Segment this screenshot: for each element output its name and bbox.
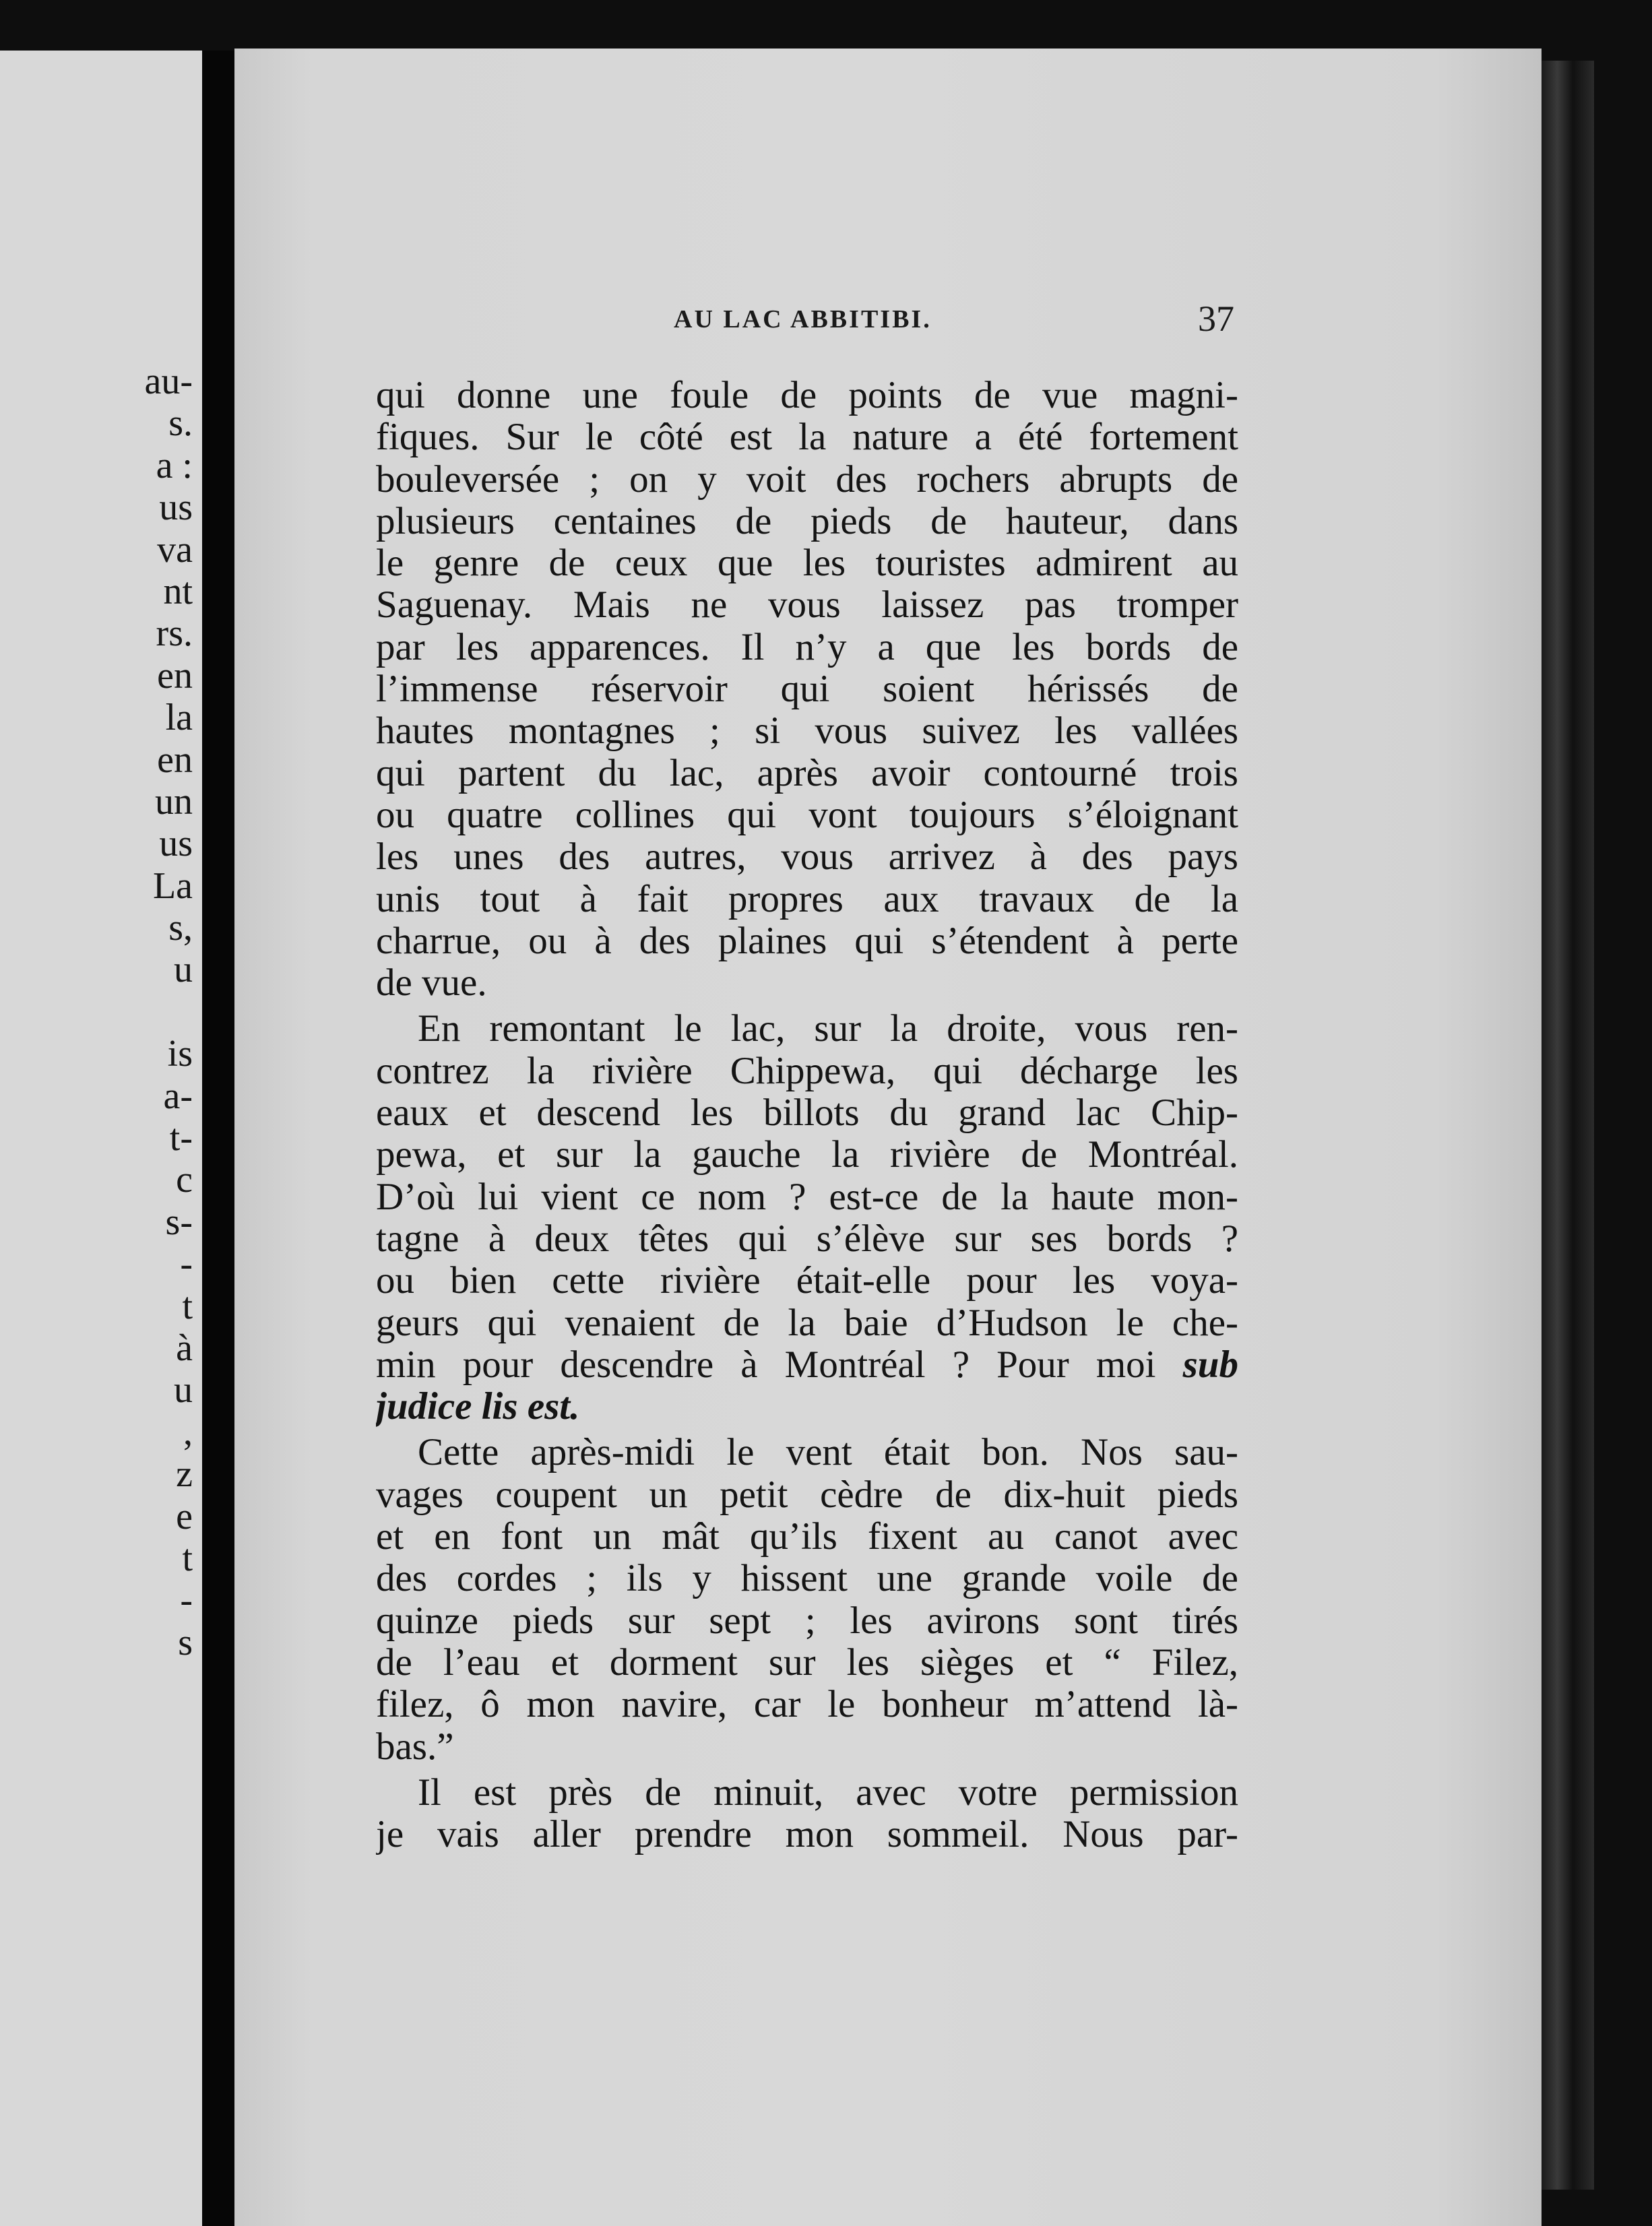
text-line: plusieurs centaines de pieds de hauteur, dans (376, 500, 1238, 542)
facing-line: a : (156, 444, 193, 486)
facing-line: s, (168, 907, 193, 949)
facing-line: s- (165, 1201, 193, 1243)
text-line: qui donne une foule de points de vue magni- (376, 375, 1238, 416)
facing-line: t (182, 1537, 193, 1579)
facing-line: t (182, 1285, 193, 1327)
page-number: 37 (1198, 298, 1234, 339)
text-line: D’où lui vient ce nom ? est-ce de la haute mon- (376, 1176, 1238, 1218)
facing-line: va (157, 528, 193, 571)
text-line: filez, ô mon navire, car le bonheur m’attend là- (376, 1684, 1238, 1726)
paragraph-start-line: Il est près de minuit, avec votre permission (418, 1771, 1238, 1814)
text-line: geurs qui venaient de la baie d’Hudson le che- (376, 1302, 1238, 1344)
paragraph-start-line: Cette après-midi le vent était bon. Nos sau- (418, 1432, 1238, 1474)
text-line: de vue. (376, 962, 487, 1005)
text-line: bas.” (376, 1725, 454, 1768)
facing-page-fragment (0, 51, 202, 2226)
facing-line: un (155, 780, 193, 823)
text-line: eaux et descend les billots du grand lac Chip- (376, 1092, 1238, 1135)
facing-line: en (157, 654, 193, 697)
text-line: quinze pieds sur sept ; les avirons sont tirés (376, 1599, 1238, 1642)
text-line: vages coupent un petit cèdre de dix-huit pieds (376, 1473, 1238, 1516)
text-line: ou bien cette rivière était-elle pour les voya- (376, 1260, 1238, 1302)
book-gutter (202, 51, 234, 2226)
facing-line: la (165, 697, 193, 739)
text-line: charrue, ou à des plaines qui s’étendent à perte (376, 920, 1238, 962)
text-line: de l’eau et dorment sur les sièges et “ Filez, (376, 1641, 1238, 1684)
text-line: qui partent du lac, après avoir contourné trois (376, 752, 1238, 794)
facing-line: nt (163, 570, 193, 612)
text-line: Saguenay. Mais ne vous laissez pas tromper (376, 584, 1238, 627)
body-text (376, 375, 1238, 1855)
facing-line: rs. (156, 612, 193, 655)
facing-line: à (176, 1327, 193, 1369)
text-line: pewa, et sur la gauche la rivière de Montréal. (376, 1134, 1238, 1176)
text-line: ou quatre collines qui vont toujours s’éloignant (376, 794, 1238, 836)
facing-line: us (159, 823, 193, 865)
text-line: l’immense réservoir qui soient hérissés de (376, 668, 1238, 711)
italic-judice: judice lis est. (376, 1386, 580, 1428)
facing-line: La (152, 864, 193, 907)
running-head: AU LAC ABBITIBI. (674, 305, 932, 333)
text-line: unis tout à fait propres aux travaux de la (376, 878, 1238, 920)
facing-line: e (176, 1495, 193, 1537)
italic-sub: sub (1182, 1343, 1238, 1386)
text-line: bouleversée ; on y voit des rochers abrupts de (376, 458, 1238, 501)
facing-line: , (183, 1411, 193, 1453)
text-line: les unes des autres, vous arrivez à des pays (376, 836, 1238, 879)
facing-page-text (144, 360, 193, 1663)
paragraph-start-line: En remontant le lac, sur la droite, vous ren- (418, 1008, 1238, 1050)
facing-line (144, 991, 193, 1033)
page-edge-shadow (1542, 61, 1594, 2190)
facing-line: c (176, 1159, 193, 1201)
facing-line: au- (144, 360, 193, 402)
text-line: et en font un mât qu’ils fixent au canot avec (376, 1516, 1238, 1558)
facing-line: is (167, 1033, 193, 1075)
text-line: tagne à deux têtes qui s’élève sur ses bords ? (376, 1217, 1238, 1260)
facing-line: - (180, 1579, 193, 1622)
facing-line: - (180, 1243, 193, 1285)
text-line-with-italic (376, 1344, 1238, 1386)
italic-line (376, 1386, 1238, 1428)
facing-line: s (178, 1621, 193, 1663)
facing-line: en (157, 738, 193, 781)
text-line: par les apparences. Il n’y a que les bords de (376, 626, 1238, 668)
facing-line: t- (169, 1117, 193, 1159)
facing-line: z (176, 1453, 193, 1496)
facing-line: us (159, 486, 193, 529)
text-line: contrez la rivière Chippewa, qui décharge les (376, 1050, 1238, 1092)
text-line: fiques. Sur le côté est la nature a été fortement (376, 416, 1238, 459)
facing-line: u (174, 949, 193, 991)
facing-line: u (174, 1369, 193, 1411)
text-line: je vais aller prendre mon sommeil. Nous par- (376, 1814, 1238, 1856)
facing-line: a- (163, 1075, 193, 1117)
text-line: des cordes ; ils y hissent une grande voile de (376, 1558, 1238, 1600)
text-line: le genre de ceux que les touristes admirent au (376, 542, 1238, 585)
text-line: min pour descendre à Montréal ? Pour moi (376, 1343, 1156, 1386)
facing-line: s. (168, 402, 193, 445)
text-line: hautes montagnes ; si vous suivez les vallées (376, 710, 1238, 753)
